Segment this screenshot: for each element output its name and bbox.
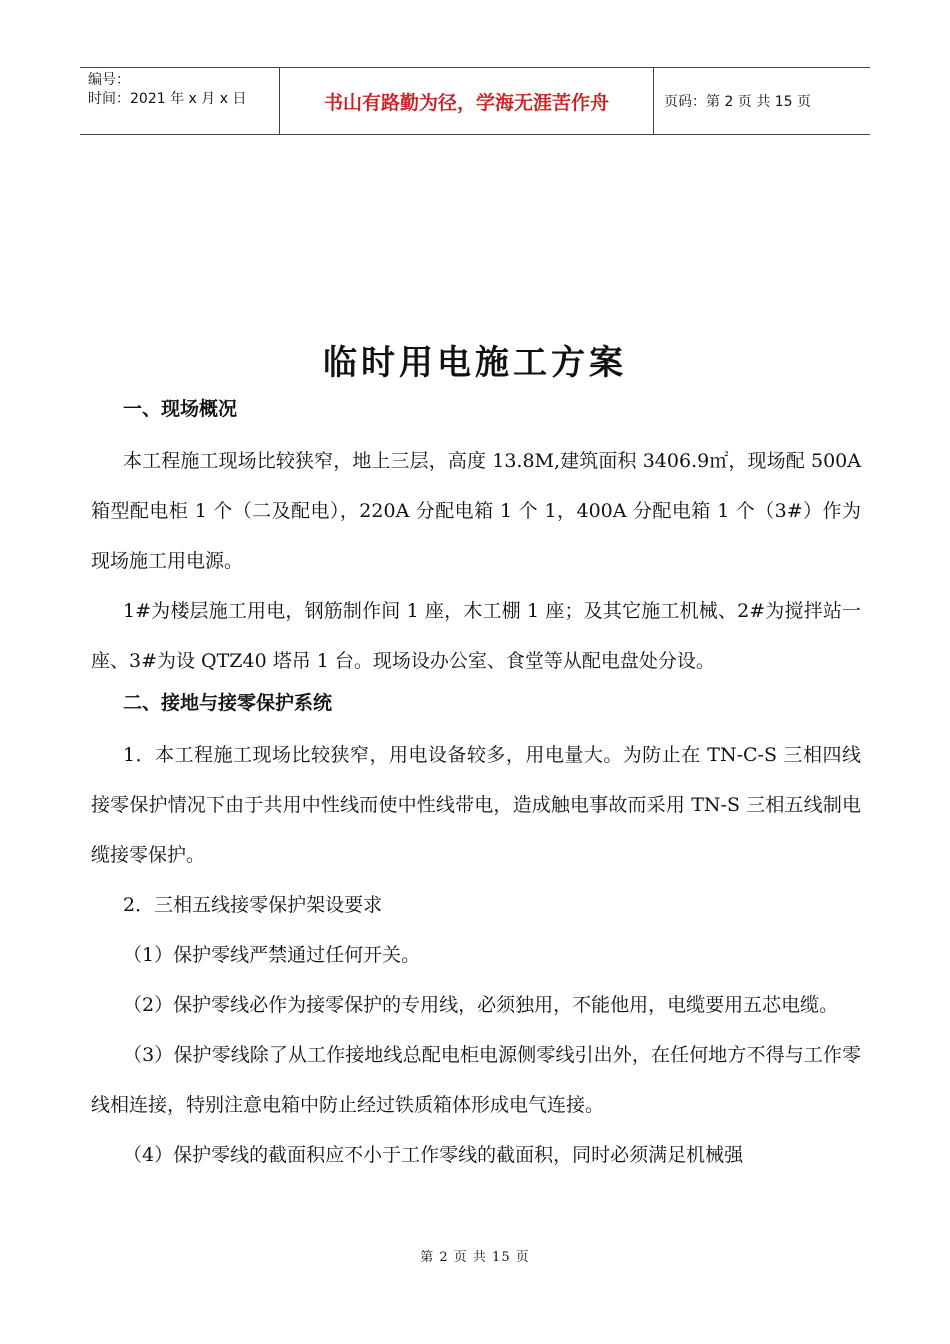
paragraph: 本工程施工现场比较狭窄，地上三层，高度 13.8M,建筑面积 3406.9㎡，现场配 500A 箱型配电柜 1 个（二及配电），220A 分配电箱 1 个 1，400A 分配电箱 1 个（3#）作为现场施工用电源。 xyxy=(91,450,861,572)
paragraph: 1#为楼层施工用电，钢筋制作间 1 座，木工棚 1 座；及其它施工机械、2#为搅拌站一座、3#为设 QTZ40 塔吊 1 台。现场设办公室、食堂等从配电盘处分设。 xyxy=(91,600,861,672)
section-heading-site-overview: 一、现场概况 xyxy=(123,398,238,420)
document-body xyxy=(91,392,861,1180)
paragraph: （1）保护零线严禁通过任何开关。 xyxy=(123,944,421,966)
page-footer: 第 2 页 共 15 页 xyxy=(420,1250,530,1265)
document-number: 编号： xyxy=(88,72,130,88)
paragraph: （3）保护零线除了从工作接地线总配电柜电源侧零线引出外，在任何地方不得与工作零线相连接，特别注意电箱中防止经过铁质箱体形成电气连接。 xyxy=(91,1044,861,1116)
paragraph: （2）保护零线必作为接零保护的专用线，必须独用，不能他用，电缆要用五芯电缆。 xyxy=(123,994,839,1016)
section-heading-grounding: 二、接地与接零保护系统 xyxy=(123,692,333,714)
document-title: 临时用电施工方案 xyxy=(323,343,627,383)
page-header xyxy=(80,67,870,135)
paragraph: 2．三相五线接零保护架设要求 xyxy=(123,894,383,916)
paragraph: （4）保护零线的截面积应不小于工作零线的截面积，同时必须满足机械强 xyxy=(123,1144,744,1166)
header-page-number: 页码：第 2 页 共 15 页 xyxy=(664,94,811,110)
document-time: 时间：2021 年 x 月 x 日 xyxy=(88,91,247,107)
header-info-cell xyxy=(80,68,280,134)
paragraph: 1．本工程施工现场比较狭窄，用电设备较多，用电量大。为防止在 TN-C-S 三相四线接零保护情况下由于共用中性线而使中性线带电，造成触电事故而采用 TN-S 三相五线制电缆接零保护。 xyxy=(91,744,861,866)
header-slogan: 书山有路勤为径，学海无涯苦作舟 xyxy=(280,68,654,134)
